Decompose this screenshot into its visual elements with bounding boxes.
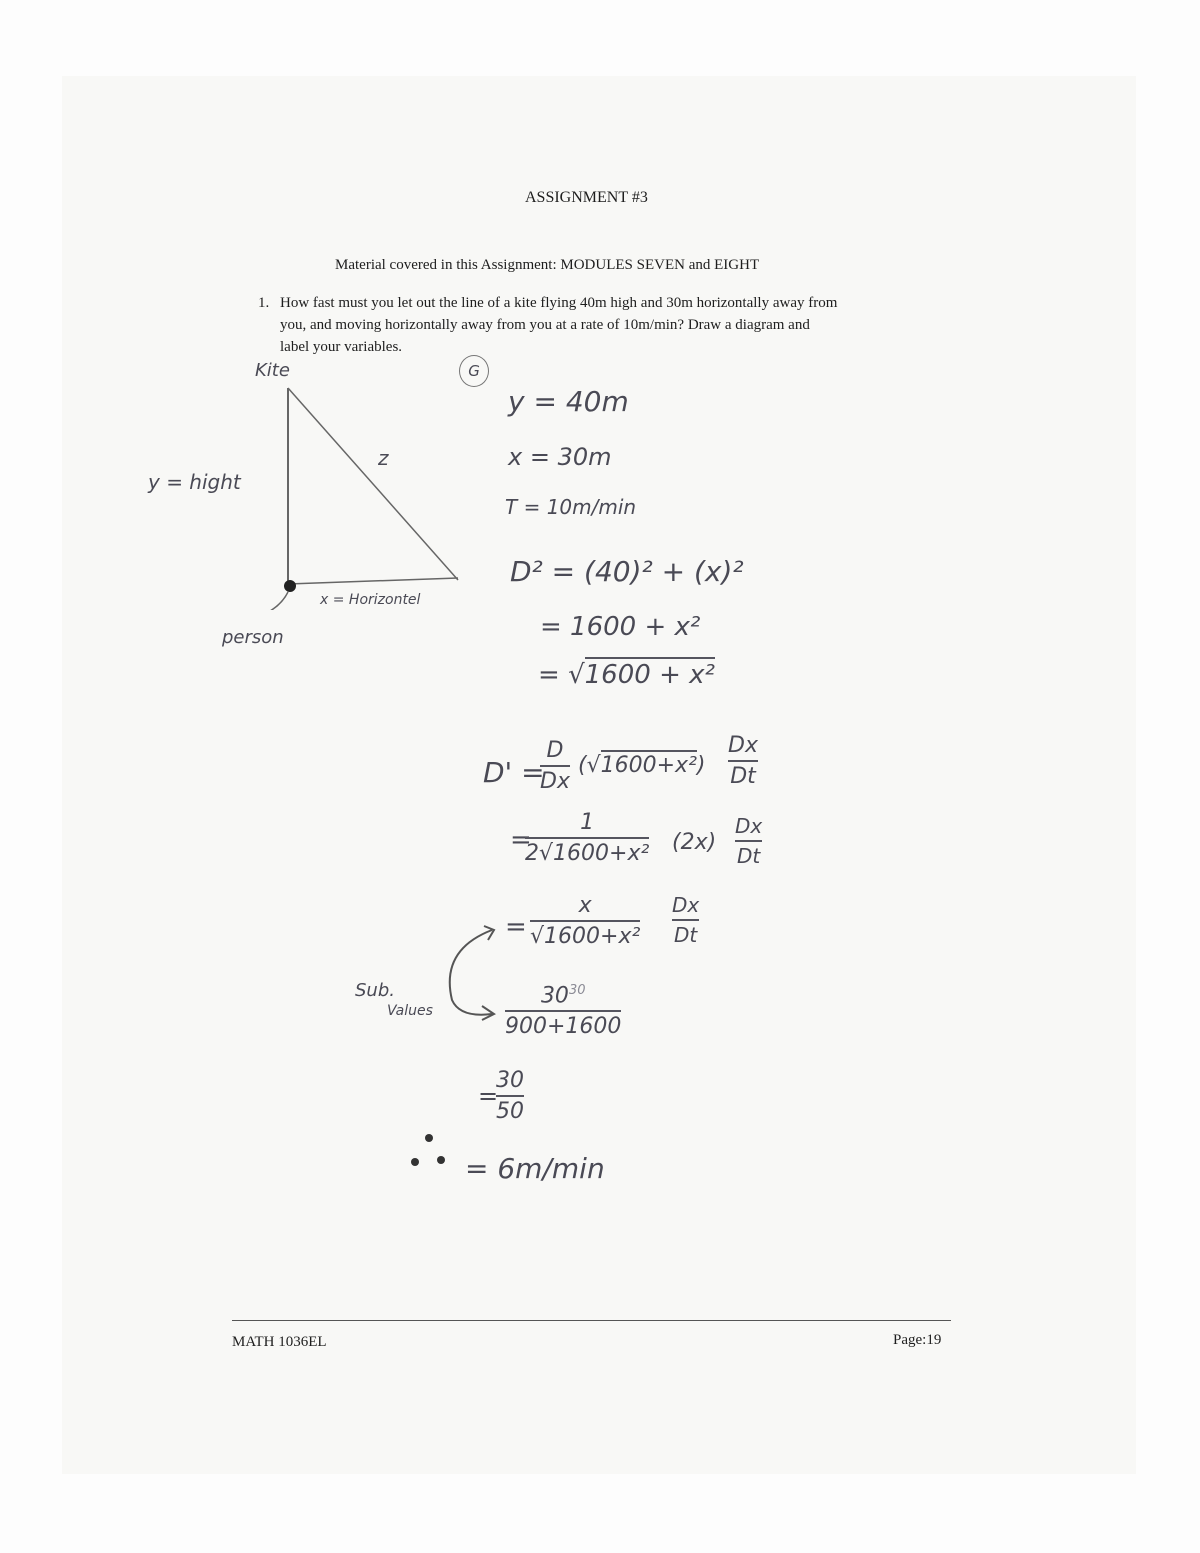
final-answer: = 6m/min — [465, 1152, 605, 1185]
radical-sign: √ — [568, 660, 585, 690]
question-line-2: you, and moving horizontally away from you at a rate of 10m/min? Draw a diagram and — [280, 317, 810, 333]
kite-triangle-diagram — [230, 370, 480, 610]
hypotenuse-label: z — [378, 446, 389, 470]
step3-denominator: √1600+x² — [530, 924, 641, 949]
step5-fraction — [496, 1068, 524, 1124]
grade-letter: G — [468, 362, 480, 380]
dxdt-numerator: Dx — [672, 893, 700, 917]
step2-denominator: 2√1600+x² — [525, 841, 650, 866]
kite-label: Kite — [255, 360, 290, 381]
question-line-3: label your variables. — [280, 339, 403, 355]
base-label: x = Horizontel — [320, 592, 421, 608]
page-number: Page:19 — [893, 1332, 942, 1348]
eq3-prefix: = — [538, 660, 560, 690]
course-code: MATH 1036EL — [232, 1334, 327, 1350]
given-x: x = 30m — [508, 443, 612, 471]
step2-chain-factor: (2x) — [672, 830, 717, 855]
dxdt-denominator: Dt — [674, 923, 698, 947]
sub-numerator-wrap — [541, 983, 586, 1008]
fraction-bar — [505, 1010, 621, 1012]
substitute-label-line1: Sub. — [355, 980, 395, 1001]
kite-string-hypotenuse — [288, 388, 458, 580]
derivative-lhs: D' = — [483, 756, 545, 789]
derivative-root-term: (√1600+x²) — [578, 753, 705, 778]
material-covered-line: Material covered in this Assignment: MODULES SEVEN and EIGHT — [335, 257, 760, 273]
step5-numerator: 30 — [496, 1068, 524, 1093]
deriv-op-numerator: D — [546, 738, 564, 763]
dxdt-numerator: Dx — [728, 733, 758, 758]
step3-equals: = — [505, 912, 527, 942]
eq3-radicand: 1600 + x² — [585, 657, 715, 690]
step2-fraction — [525, 810, 649, 866]
step2-equals: = — [510, 825, 532, 855]
equation-pythagoras: D² = (40)² + (x)² — [510, 555, 744, 588]
step2-numerator: 1 — [580, 810, 595, 835]
fraction-bar — [672, 919, 699, 921]
person-pointer — [260, 592, 288, 610]
fraction-bar — [525, 837, 649, 839]
sub-numerator: 30 — [540, 983, 569, 1009]
step5-equals: = — [478, 1082, 499, 1110]
dxdt-denominator: Dt — [730, 764, 756, 789]
dxdt-numerator: Dx — [735, 814, 763, 838]
fraction-bar — [530, 920, 640, 922]
footer-rule — [232, 1320, 951, 1321]
radical-sign: √ — [586, 753, 601, 778]
therefore-icon — [405, 1130, 455, 1170]
question-line-1: How fast must you let out the line of a kite flying 40m high and 30m horizontally away from — [280, 295, 838, 311]
derivative-operator — [540, 738, 570, 794]
height-label: y = hight — [148, 470, 241, 494]
fraction-bar — [735, 840, 762, 842]
equation-expanded: = 1600 + x² — [540, 612, 701, 642]
equation-root — [538, 660, 715, 690]
deriv-radicand: 1600+x² — [601, 750, 697, 778]
question-number: 1. — [258, 295, 270, 311]
given-y: y = 40m — [508, 385, 629, 418]
assignment-title: ASSIGNMENT #3 — [525, 189, 648, 206]
step3-fraction — [530, 893, 640, 949]
dxdt-fraction-1 — [728, 733, 758, 789]
sub-denominator: 900+1600 — [505, 1014, 622, 1040]
dxdt-fraction-3 — [672, 893, 699, 947]
person-dot — [284, 580, 296, 592]
substitute-label-line2: Values — [387, 1003, 433, 1019]
grade-circle-mark — [459, 355, 489, 387]
step3-numerator: x — [578, 893, 592, 918]
sub-numerator-ghost: 30 — [568, 983, 586, 998]
fraction-bar — [496, 1095, 524, 1097]
fraction-bar — [540, 765, 570, 767]
step5-denominator: 50 — [496, 1099, 524, 1124]
dxdt-fraction-2 — [735, 814, 762, 868]
fraction-bar — [728, 760, 758, 762]
horizontal-side — [288, 578, 458, 584]
substituted-fraction — [505, 983, 621, 1039]
dxdt-denominator: Dt — [737, 844, 761, 868]
given-rate: T = 10m/min — [505, 495, 637, 519]
person-label: person — [222, 627, 284, 648]
deriv-op-denominator: Dx — [540, 769, 570, 794]
